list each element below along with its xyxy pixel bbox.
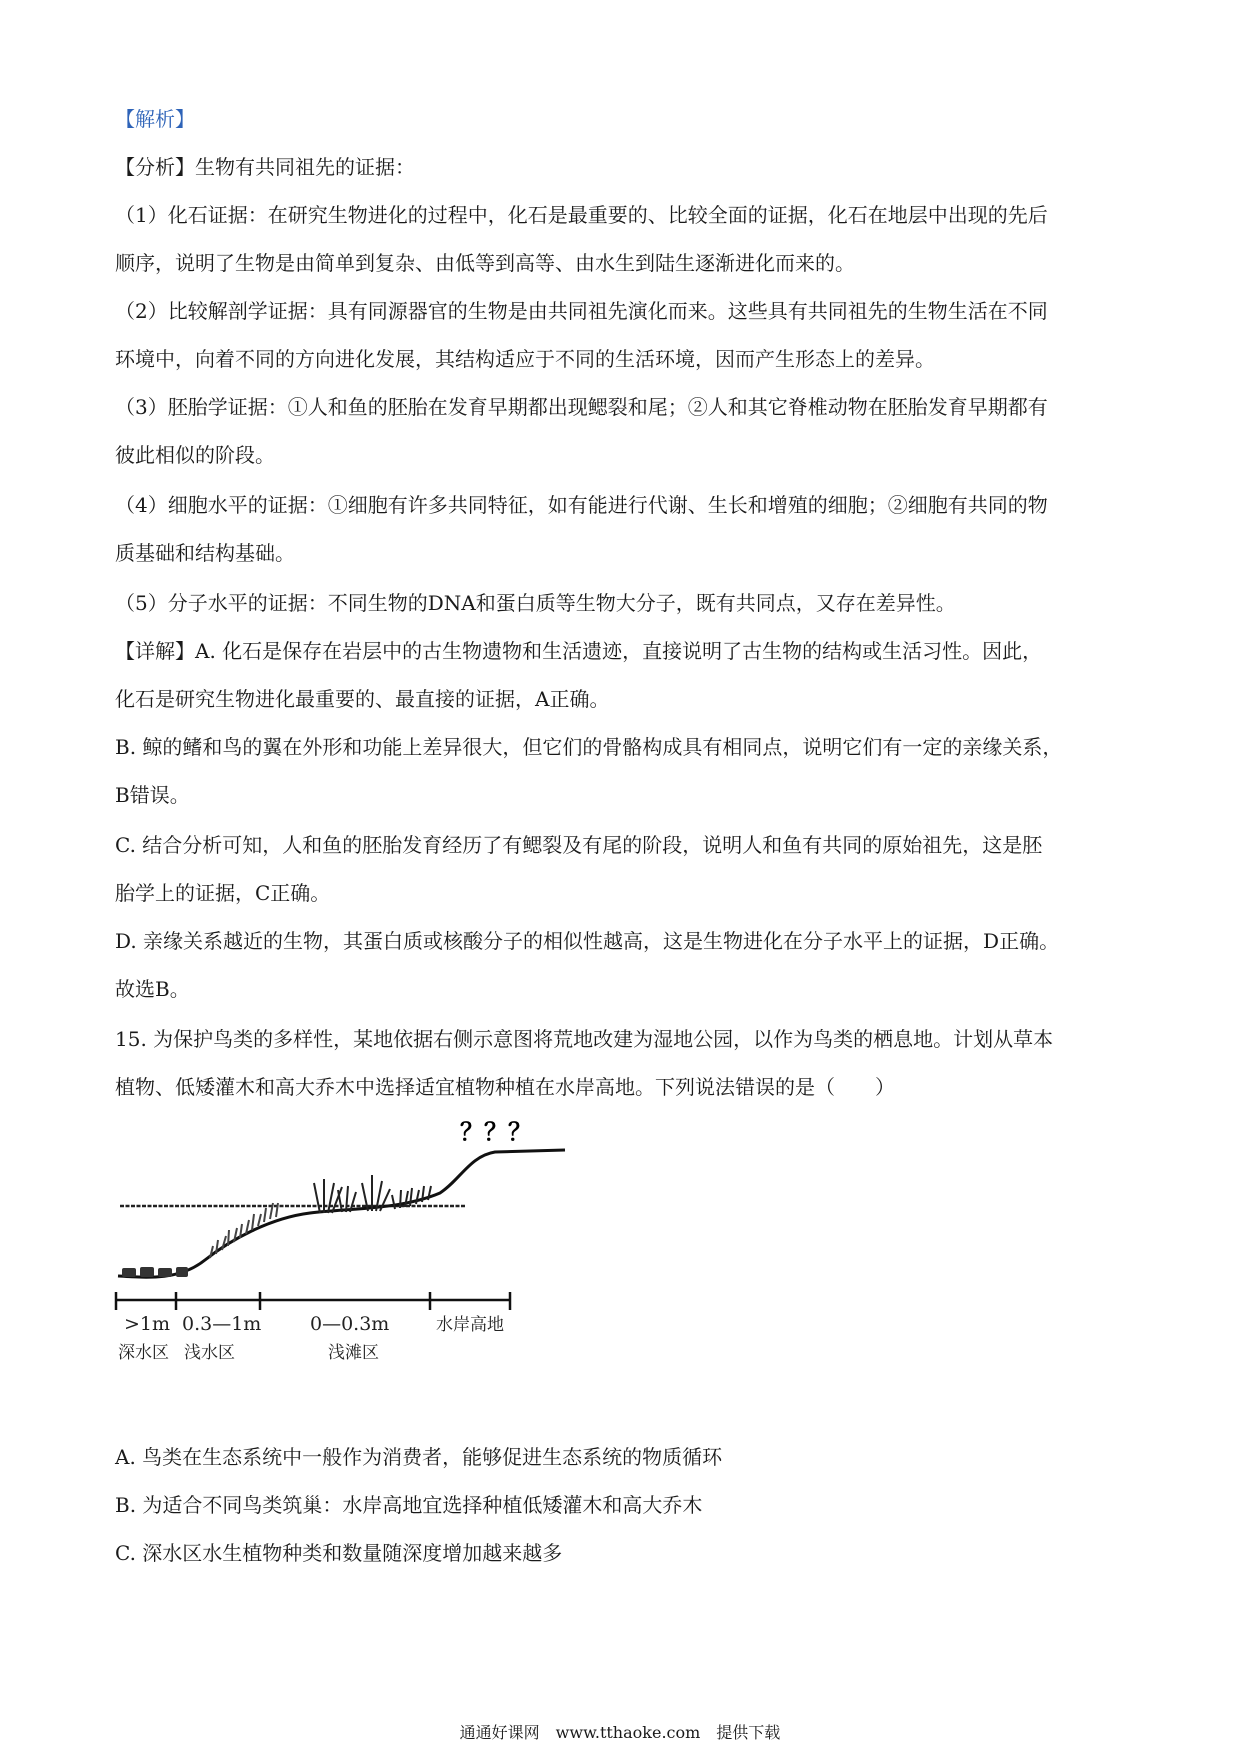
zone-highland-label: 水岸高地 bbox=[436, 1315, 504, 1335]
detail-a1: 【详解】A. 化石是保存在岩层中的古生物遗物和生活遗迹，直接说明了古生物的结构或生活习性。因此， bbox=[115, 639, 1043, 663]
unknown-plants-marks: ？？？ bbox=[460, 1118, 532, 1146]
zone-shallow-name: 浅水区 bbox=[184, 1343, 235, 1363]
zone-deep-depth: >1m bbox=[124, 1313, 171, 1335]
analysis-p2b: 环境中，向着不同的方向进化发展，其结构适应于不同的生活环境，因而产生形态上的差异。 bbox=[115, 347, 935, 371]
analysis-intro: 【分析】生物有共同祖先的证据： bbox=[115, 155, 415, 179]
detail-c1: C. 结合分析可知，人和鱼的胚胎发育经历了有鳃裂及有尾的阶段，说明人和鱼有共同的原始祖先，这是胚 bbox=[115, 833, 1043, 857]
analysis-p4a: （4）细胞水平的证据：①细胞有许多共同特征，如有能进行代谢、生长和增殖的细胞；②细胞有共同的物 bbox=[115, 493, 1048, 517]
analysis-p3a: （3）胚胎学证据：①人和鱼的胚胎在发育早期都出现鳃裂和尾；②人和其它脊椎动物在胚胎发育早期都有 bbox=[115, 395, 1048, 419]
analysis-p3b: 彼此相似的阶段。 bbox=[115, 443, 275, 467]
page-footer: 通通好课网 www.tthaoke.com 提供下载 bbox=[459, 1723, 781, 1742]
detail-a2: 化石是研究生物进化最重要的、最直接的证据，A正确。 bbox=[115, 687, 610, 711]
analysis-p2a: （2）比较解剖学证据：具有同源器官的生物是由共同祖先演化而来。这些具有共同祖先的生物生活在不同 bbox=[115, 299, 1048, 323]
analysis-p1b: 顺序，说明了生物是由简单到复杂、由低等到高等、由水生到陆生逐渐进化而来的。 bbox=[115, 251, 855, 275]
detail-answer: 故选B。 bbox=[115, 977, 190, 1001]
detail-c2: 胎学上的证据，C正确。 bbox=[115, 881, 331, 905]
wetland-cross-section-diagram bbox=[110, 1118, 590, 1378]
analysis-p5: （5）分子水平的证据：不同生物的DNA和蛋白质等生物大分子，既有共同点，又存在差异性。 bbox=[115, 591, 956, 615]
question-15-line2: 植物、低矮灌木和高大乔木中选择适宜植物种植在水岸高地。下列说法错误的是（ ） bbox=[115, 1075, 895, 1099]
zone-shoal-name: 浅滩区 bbox=[328, 1343, 379, 1363]
shoal-emergent-plants bbox=[314, 1175, 431, 1213]
option-a: A. 鸟类在生态系统中一般作为消费者，能够促进生态系统的物质循环 bbox=[115, 1445, 723, 1469]
section-heading: 【解析】 bbox=[115, 107, 195, 131]
zone-shoal-depth: 0—0.3m bbox=[310, 1313, 390, 1335]
zone-shallow-depth: 0.3—1m bbox=[182, 1313, 262, 1335]
question-15-line1: 15. 为保护鸟类的多样性，某地依据右侧示意图将荒地改建为湿地公园，以作为鸟类的栖息地。计划从草本 bbox=[115, 1027, 1054, 1051]
ground-profile bbox=[118, 1150, 565, 1277]
zone-deep-name: 深水区 bbox=[118, 1343, 169, 1363]
analysis-p1a: （1）化石证据：在研究生物进化的过程中，化石是最重要的、比较全面的证据，化石在地层中出现的先后 bbox=[115, 203, 1048, 227]
detail-b2: B错误。 bbox=[115, 783, 190, 807]
option-b: B. 为适合不同鸟类筑巢：水岸高地宜选择种植低矮灌木和高大乔木 bbox=[115, 1493, 703, 1517]
analysis-p4b: 质基础和结构基础。 bbox=[115, 541, 295, 565]
option-c: C. 深水区水生植物种类和数量随深度增加越来越多 bbox=[115, 1541, 563, 1565]
detail-b1: B. 鲸的鳍和鸟的翼在外形和功能上差异很大，但它们的骨骼构成具有相同点，说明它们有一定的亲缘关系， bbox=[115, 735, 1063, 759]
detail-d1: D. 亲缘关系越近的生物，其蛋白质或核酸分子的相似性越高，这是生物进化在分子水平上的证据，D正确。 bbox=[115, 929, 1060, 953]
